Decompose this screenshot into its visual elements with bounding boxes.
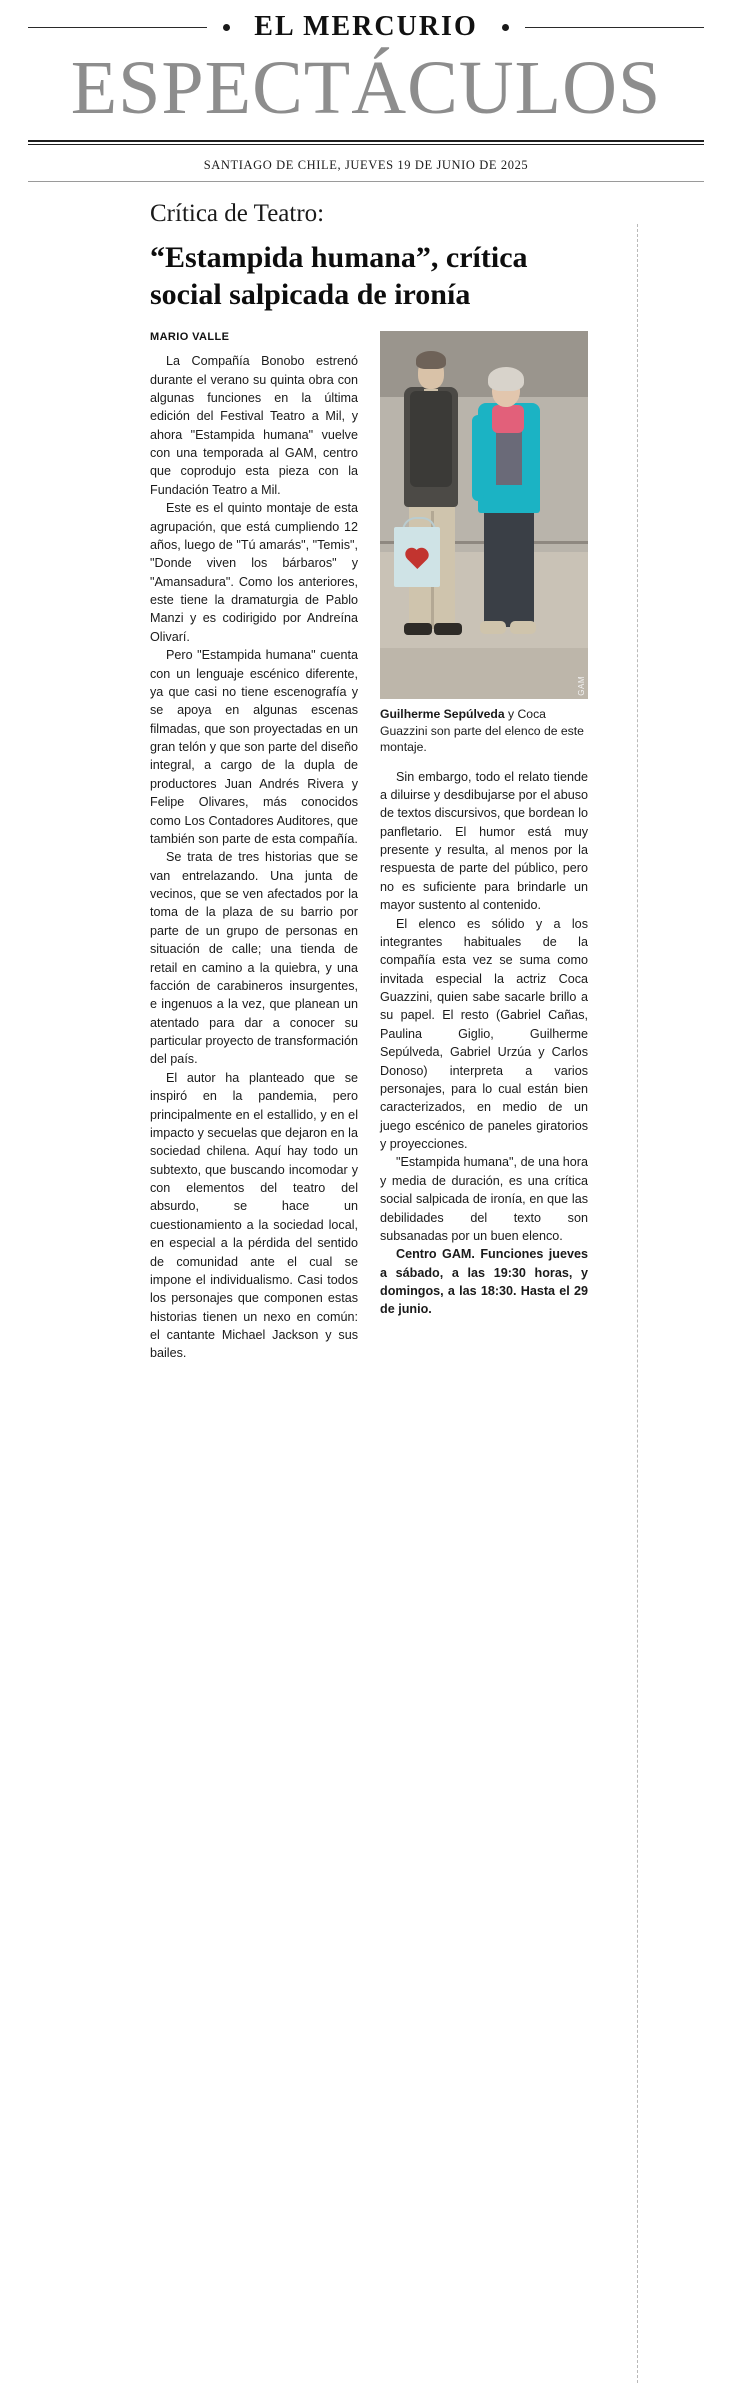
section-title: ESPECTÁCULOS xyxy=(70,46,662,130)
actor-right-legs xyxy=(484,509,534,627)
actor-right-shoe-a xyxy=(480,621,506,634)
dateline-rule xyxy=(28,181,704,182)
masthead-dot-right-icon xyxy=(502,24,509,31)
photo-credit: GAM xyxy=(577,676,586,697)
actor-left-shoe-a xyxy=(404,623,432,635)
photo-caption-bold: Guilherme Sepúlveda xyxy=(380,707,505,722)
column-left xyxy=(150,331,358,1363)
article-photo-figure xyxy=(380,331,588,755)
column-divider xyxy=(637,224,638,2383)
actor-right-arm xyxy=(472,415,484,501)
photo-caption xyxy=(380,706,588,755)
paragraph: La Compañía Bonobo estrenó durante el verano su quinta obra con algunas funciones en la última edición del Festival Teatro a Mil, y ahora "Estampida humana" vuelve con una temporada al GAM, centro que coprodujo esta pieza con la Fundación Teatro a Mil. xyxy=(150,354,358,497)
paragraph: Este es el quinto montaje de esta agrupación, que está cumpliendo 12 años, luego de "Tú amarás", "Temis", "Donde viven los bárbaros" y "Amansadura". Como los anteriores, este tiene la dramaturgia de Pablo Manzi y es codirigido por Andreína Olivarí. xyxy=(150,501,358,644)
page-title: “Estampida humana”, crítica social salpicada de ironía xyxy=(150,241,528,311)
masthead-dot-left-icon xyxy=(223,24,230,31)
article-photo xyxy=(380,331,588,699)
paragraph: Pero "Estampida humana" cuenta con un lenguaje escénico diferente, ya que casi no tiene escenografía y se apoya en algunas escenas filmadas, que son proyectadas en un gran telón y que son parte del diseño integral, a cargo de la dupla de productores Juan Andrés Rivera y Felipe Olivares, más conocidos como Los Contadores Auditores, que también son parte de esta compañía. xyxy=(150,648,358,846)
column-left-body xyxy=(150,352,358,1363)
actor-left-shoe-b xyxy=(434,623,462,635)
actor-right-scarf xyxy=(492,405,524,433)
byline: MARIO VALLE xyxy=(150,331,230,344)
masthead xyxy=(28,0,704,182)
paragraph: "Estampida humana", de una hora y media de duración, es una crítica social salpicada de ironía, en que las debilidades del texto son subsanadas por un buen elenco. xyxy=(380,1155,588,1243)
paragraph: El autor ha planteado que se inspiró en la pandemia, pero principalmente en el estallido, y en el impacto y secuelas que dejaron en la sociedad chilena. Aquí hay todo un subtexto, que buscando incomodar y con elementos del teatro del absurdo, se hace un cuestionamiento a la sociedad local, en especial a la pérdida del sentido de comunidad ante el cual se impone el individualismo. Casi todos los personajes que componen estas historias tienen un nexo en común: el cantante Michael Jackson y sus bailes. xyxy=(150,1070,358,1361)
article-columns xyxy=(150,331,606,1363)
paragraph: Se trata de tres historias que se van entrelazando. Una junta de vecinos, que se ven afectados por la toma de la plaza de su barrio por parte de un grupo de personas en situación de calle; una tienda de retail en camino a la quiebra, y una facción de carabineros insurgentes, e ingenuos a la vez, que planean un atentado para dar a conocer su particular proyecto de transformación del país. xyxy=(150,850,358,1067)
paragraph: El elenco es sólido y a los integrantes habituales de la compañía esta vez se suma como invitada especial la actriz Coca Guazzini, quien sabe sacarle brillo a su papel. El resto (Gabriel Cañas, Paulina Giglio, Guilherme Sepúlveda, Gabriel Urzúa y Carlos Donoso) interpreta a varios personajes, para lo cual están bien caracterizados, en medio de un juego escénico de paneles giratorios y proyecciones. xyxy=(380,916,588,1152)
actor-left-hair xyxy=(416,351,446,369)
brand-title: EL MERCURIO xyxy=(254,11,478,42)
column-right-body xyxy=(380,768,588,1319)
column-right xyxy=(380,331,588,1319)
masthead-double-rule-inner xyxy=(28,144,704,145)
article-kicker: Crítica de Teatro: xyxy=(150,200,325,227)
photo-caption-rest: y Coca Guazzini son parte del elenco de este montaje. xyxy=(380,707,584,755)
actor-left-vest xyxy=(410,391,452,487)
dateline: SANTIAGO DE CHILE, JUEVES 19 DE JUNIO DE 2025 xyxy=(203,158,529,172)
actor-right-hair xyxy=(488,367,524,391)
masthead-rule-right xyxy=(525,27,704,28)
masthead-double-rule xyxy=(28,140,704,145)
paragraph: Sin embargo, todo el relato tiende a diluirse y desdibujarse por el abuso de textos discursivos, que bordean lo panfletario. El humor está muy presente y resulta, al menos por la respuesta de parte del público, pero no es suficiente para brindarle un mayor sustento al contenido. xyxy=(380,769,588,913)
article xyxy=(28,200,704,1363)
masthead-top xyxy=(28,10,704,44)
masthead-rule-left xyxy=(28,27,207,28)
actor-right-shoe-b xyxy=(510,621,536,634)
venue-schedule-note: Centro GAM. Funciones jueves a sábado, a las 19:30 horas, y domingos, a las 18:30. Hasta el 29 de junio. xyxy=(380,1247,588,1317)
photo-floor-lower xyxy=(380,648,588,700)
